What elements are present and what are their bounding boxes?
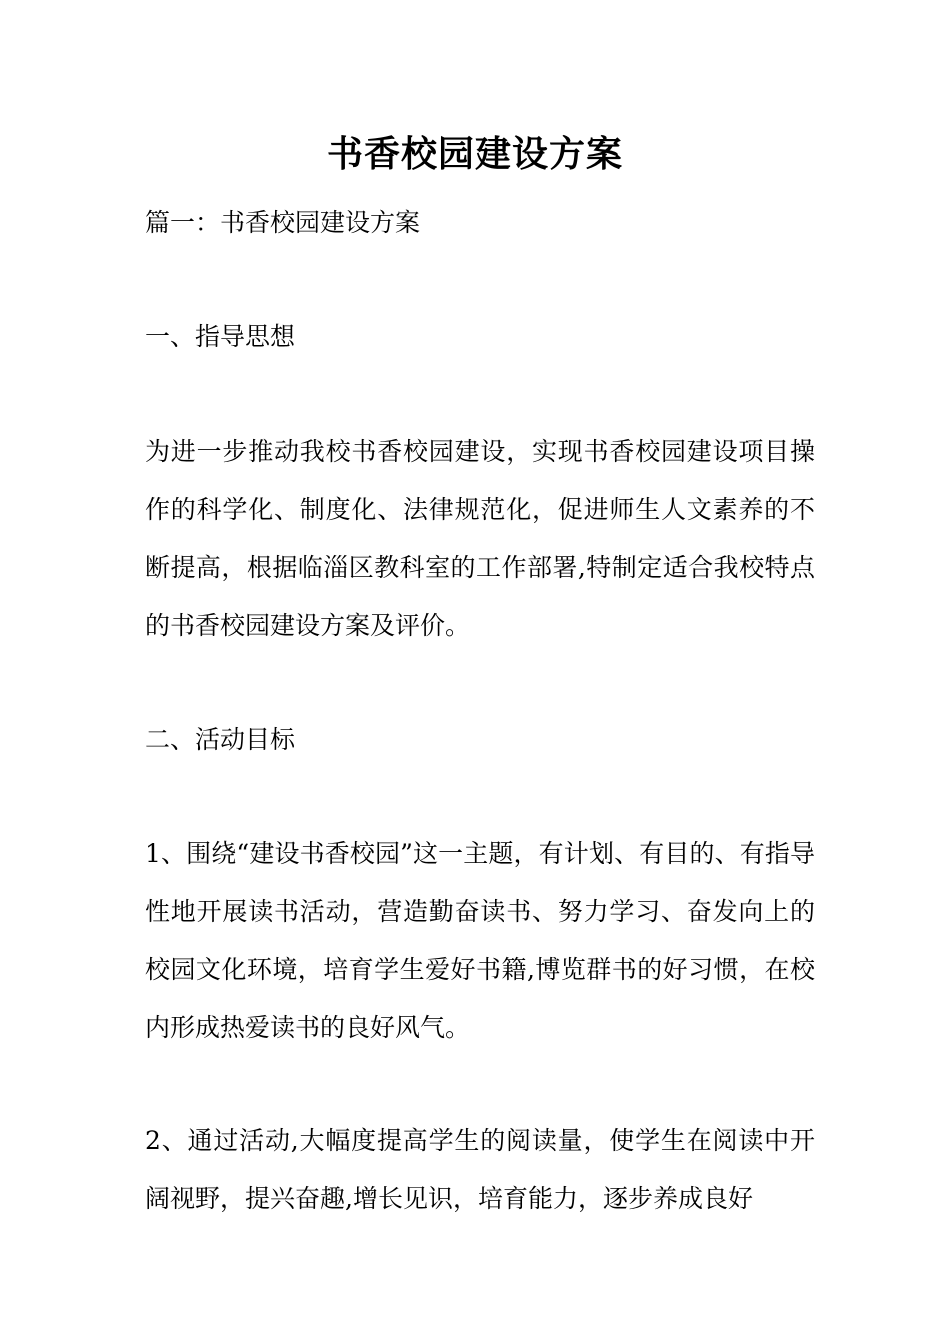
document-subtitle: 篇一：书香校园建设方案 — [145, 208, 421, 237]
paragraph-goal-2: 2、通过活动,大幅度提高学生的阅读量，使学生在阅读中开阔视野，提兴奋趣,增长见识，培育能力，逐步养成良好 — [145, 1126, 815, 1213]
section-heading-activity-goals: 二、活动目标 — [145, 725, 296, 754]
document-title: 书香校园建设方案 — [326, 133, 623, 175]
paragraph-goal-1: 1、围绕“建设书香校园”这一主题，有计划、有目的、有指导性地开展读书活动，营造勤奋读书、努力学习、奋发向上的校园文化环境，培育学生爱好书籍,博览群书的好习惯，在校内形成热爱读书的良好风气。 — [145, 839, 815, 1042]
section-heading-guiding-ideology: 一、指导思想 — [145, 322, 296, 351]
paragraph-guiding-ideology: 为进一步推动我校书香校园建设，实现书香校园建设项目操作的科学化、制度化、法律规范化，促进师生人文素养的不断提高，根据临淄区教科室的工作部署,特制定适合我校特点的书香校园建设方案及评价。 — [145, 437, 815, 640]
